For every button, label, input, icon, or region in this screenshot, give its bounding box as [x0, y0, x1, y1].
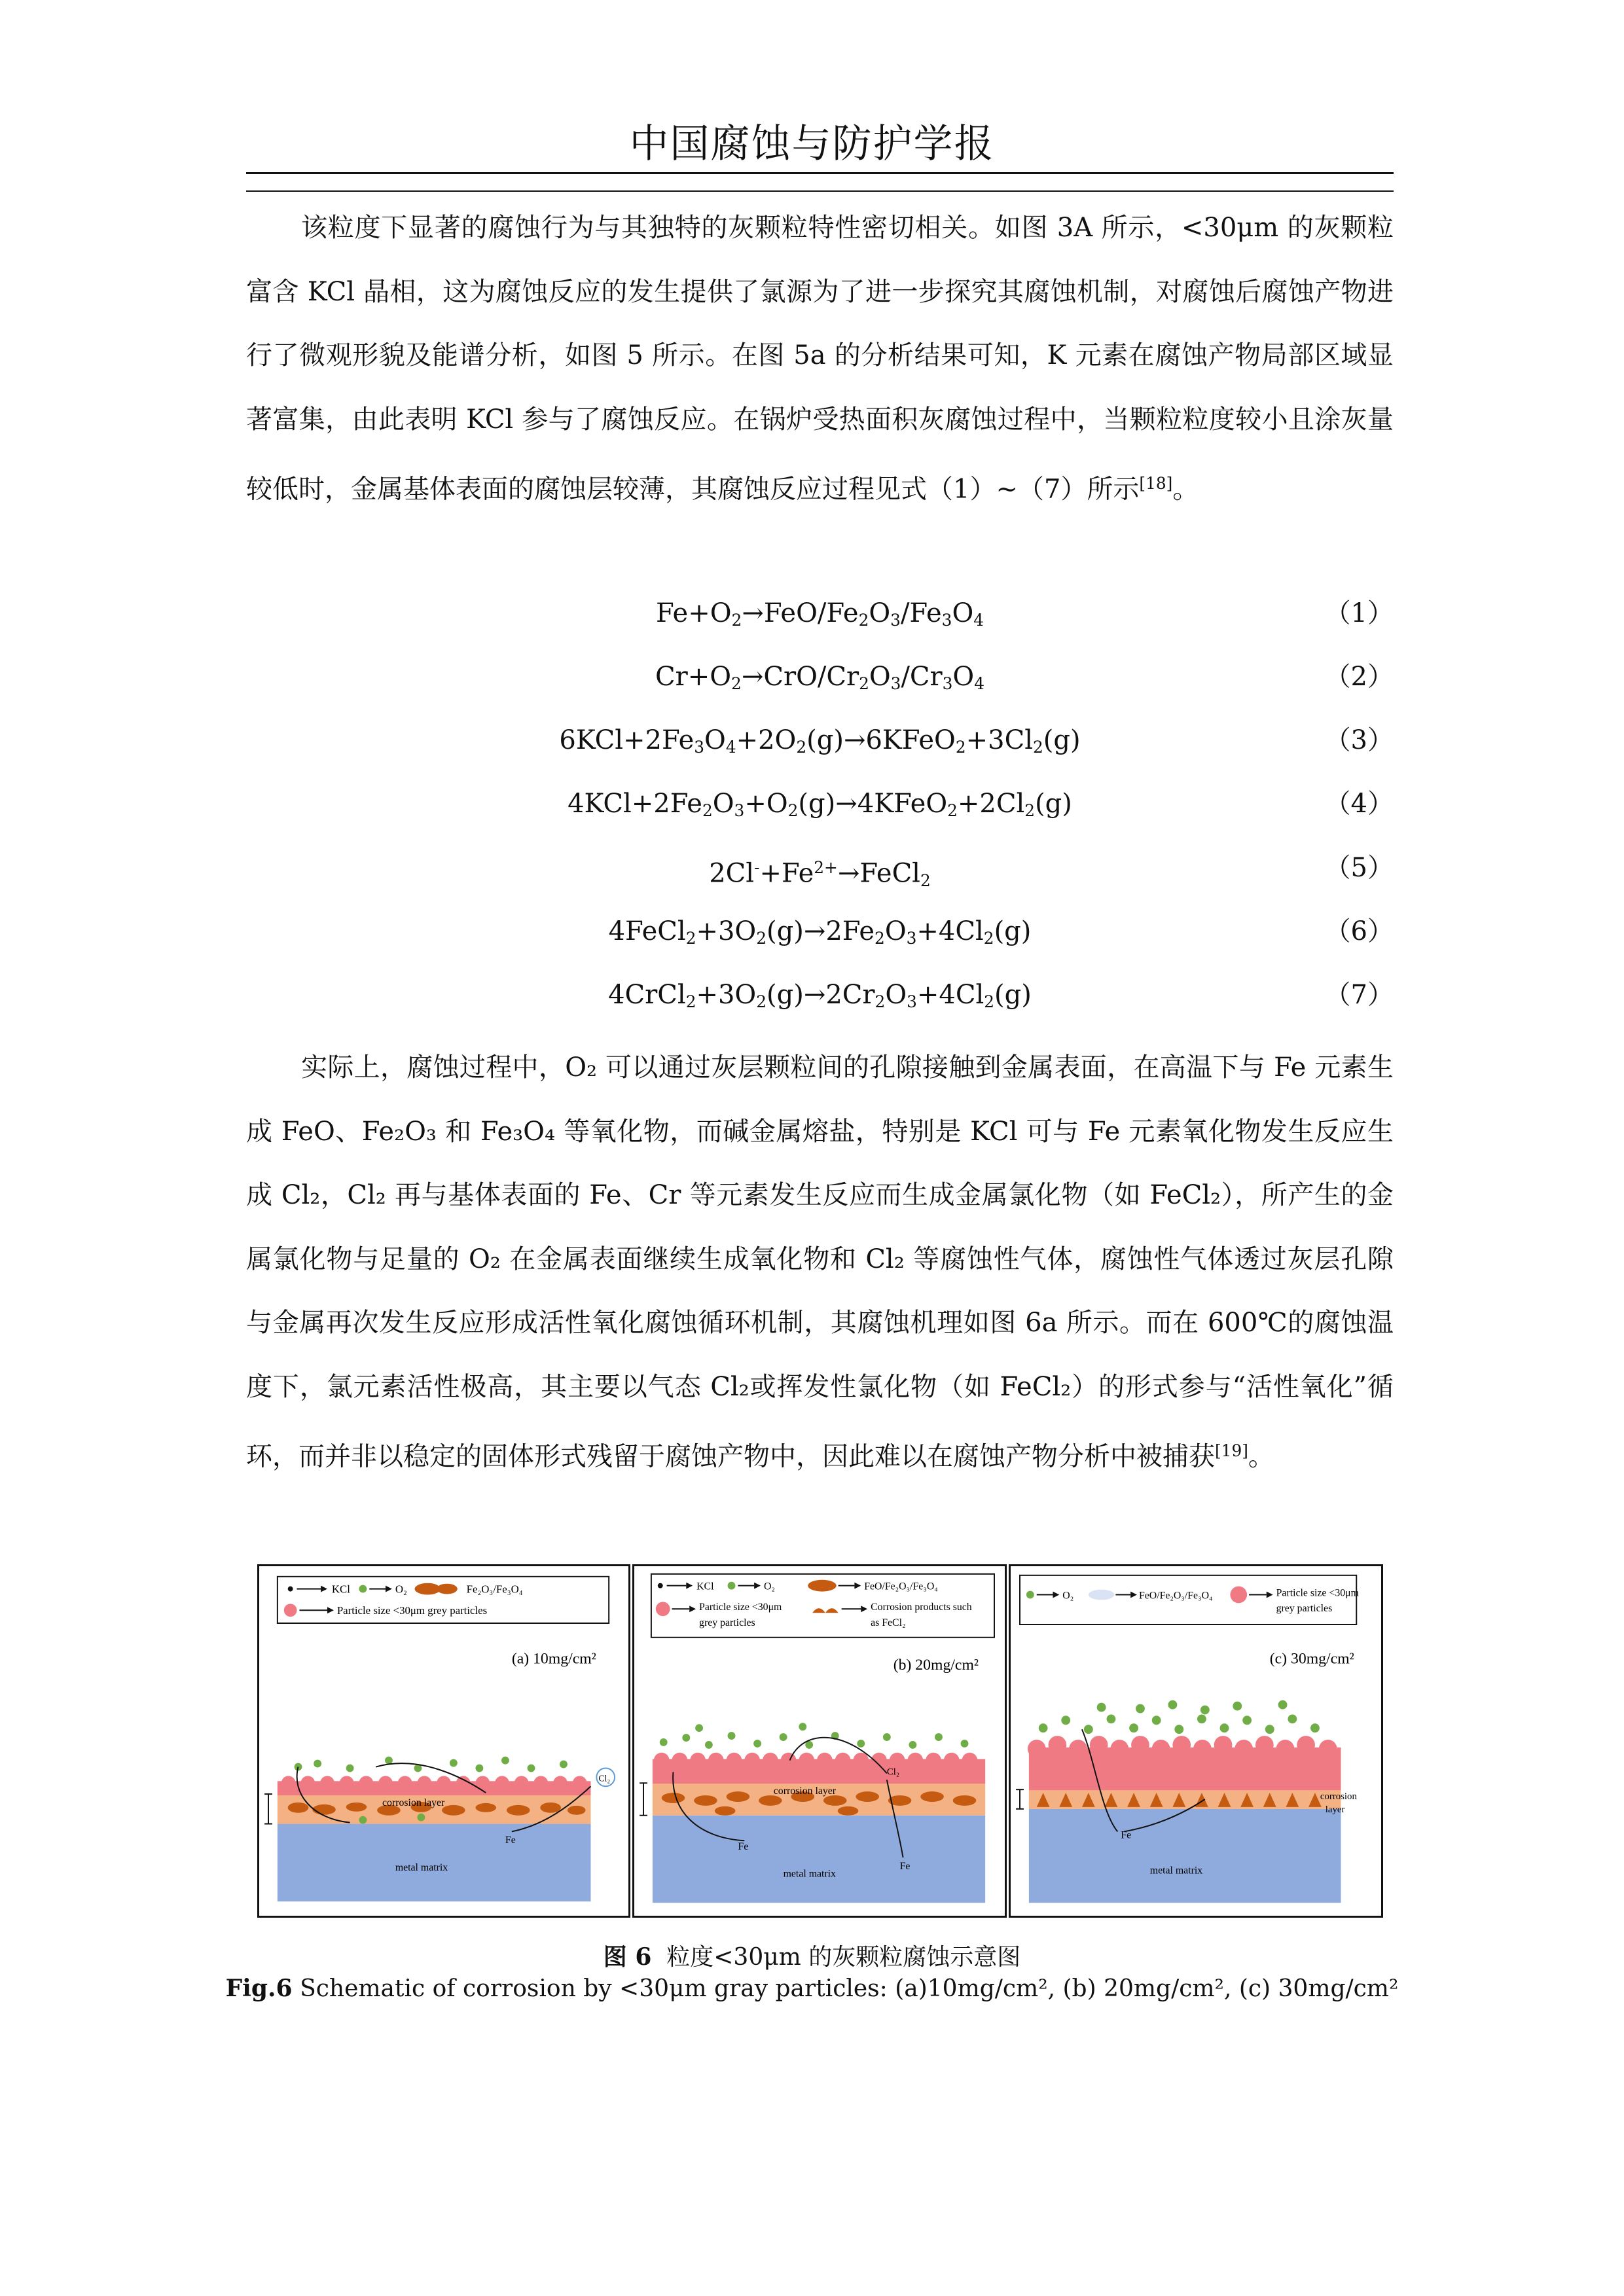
corrosion-layer-label: corrosion layer: [382, 1797, 445, 1808]
legend-particle-2: grey particles: [1276, 1603, 1333, 1615]
o2-molecules: [660, 1723, 969, 1749]
citation-18: [18]: [1139, 474, 1173, 493]
legend-particle-2: grey particles: [699, 1617, 755, 1628]
legend-o2: O₂: [395, 1583, 407, 1596]
fe-label: Fe: [1121, 1829, 1132, 1841]
equation-3: $6KCl+2Fe_3O_4+2O_2(g)\to 6KFeO_2+3Cl_2(g)$ （3）: [246, 721, 1394, 760]
header-rule: [246, 172, 1394, 174]
fe-label: Fe: [738, 1841, 749, 1853]
figure-caption-en: [0, 1975, 1624, 2002]
citation-19: [19]: [1215, 1441, 1248, 1460]
legend-oxide: FeO/Fe₂O₃/Fe₃O₄: [1138, 1590, 1213, 1602]
panel-c-diagram: [1011, 1566, 1381, 1916]
figure-6: [257, 1564, 1383, 1918]
o2-molecules: [1039, 1700, 1320, 1734]
journal-title: 中国腐蚀与防护学报: [629, 121, 995, 167]
equation-1: $Fe+O_2\to FeO/Fe_2O_3/Fe_3O_4$ （1）: [246, 594, 1394, 633]
kcl-icon: [658, 1583, 663, 1588]
paragraph-1: [246, 196, 1394, 522]
panel-c-label: (c) 30mg/cm²: [1269, 1650, 1354, 1668]
equation-6: $4FeCl_2+3O_2(g)\to 2Fe_2O_3+4Cl_2(g)$ （6）: [246, 912, 1394, 951]
legend-particle: Particle size <30μm: [1276, 1587, 1359, 1599]
legend-particle: Particle size <30μm: [699, 1602, 782, 1613]
legend-o2: O₂: [763, 1581, 775, 1592]
equation-number: （1）: [1324, 598, 1394, 628]
o2-icon: [728, 1582, 736, 1590]
legend-products-2: as FeCl₂: [871, 1617, 906, 1628]
equation-number: （5）: [1324, 853, 1394, 883]
caption-text-en: Schematic of corrosion by <30μm gray particles: (a)10mg/cm², (b) 20mg/cm², (c) 30mg/cm²: [300, 1975, 1399, 2002]
legend-oxide: FeO/Fe₂O₃/Fe₃O₄: [864, 1581, 938, 1592]
fe-label: Fe: [505, 1835, 516, 1846]
corrosion-layer-label: corrosion layer: [773, 1785, 837, 1797]
figure-caption-cn: [0, 1939, 1624, 1972]
caption-label-en: Fig.6: [225, 1975, 293, 2002]
metal-matrix-label: metal matrix: [1149, 1865, 1203, 1876]
equation-2: $Cr+O_2\to CrO/Cr_2O_3/Cr_3O_4$ （2）: [246, 657, 1394, 696]
legend-products: Corrosion products such: [871, 1602, 972, 1613]
paragraph-2-text: 实际上，腐蚀过程中，O₂ 可以通过灰层颗粒间的孔隙接触到金属表面，在高温下与 Fe 元素生成 FeO、Fe₂O₃ 和 Fe₃O₄ 等氧化物，而碱金属熔盐，特别是 KCl 可与 Fe 元素氧化物发生反应生成 Cl₂，Cl₂ 再与基体表面的 Fe、Cr 等元素发生反应而生成金属氯化物（如 FeCl₂），所产生的金属氯化物与足量的 O₂ 在金属表面继续生成氧化物和 Cl₂ 等腐蚀性气体，腐蚀性气体透过灰层孔隙与金属再次发生反应形成活性氧化腐蚀循环机制，其腐蚀机理如图 6a 所示。而在 600℃的腐蚀温度下，氯元素活性极高，其主要以气态 Cl₂或挥发性氯化物（如 FeCl₂）的形式参与“活性氧化”循环，而并非以稳定的固体形式残留于腐蚀产物中，因此难以在腐蚀产物分析中被捕获: [246, 1052, 1394, 1472]
figure-panel-a: [257, 1564, 630, 1918]
panel-b-diagram: [634, 1566, 1005, 1916]
particle-icon: [656, 1602, 670, 1616]
cl2-label: Cl₂: [886, 1767, 900, 1778]
figure-panel-b: [632, 1564, 1007, 1918]
legend-oxide: Fe₂O₃/Fe₃O₄: [466, 1583, 523, 1596]
equation-number: （4）: [1324, 789, 1394, 819]
corrosion-layer-label-2: layer: [1325, 1804, 1345, 1815]
paragraph-1-text: 该粒度下显著的腐蚀行为与其独特的灰颗粒特性密切相关。如图 3A 所示，<30μm 的灰颗粒富含 KCl 晶相，这为腐蚀反应的发生提供了氯源为了进一步探究其腐蚀机制，对腐蚀后腐蚀产物进行了微观形貌及能谱分析，如图 5 所示。在图 5a 的分析结果可知，K 元素在腐蚀产物局部区域显著富集，由此表明 KCl 参与了腐蚀反应。在锅炉受热面积灰腐蚀过程中，当颗粒粒度较小且涂灰量较低时，金属基体表面的腐蚀层较薄，其腐蚀反应过程见式（1）~（7）所示: [246, 213, 1394, 505]
oxide-icon: [808, 1580, 837, 1592]
o2-icon: [1026, 1591, 1034, 1599]
equation-number: （3）: [1324, 725, 1394, 755]
equation-4: $4KCl+2Fe_2O_3+O_2(g)\to 4KFeO_2+2Cl_2(g)$ （4）: [246, 784, 1394, 823]
caption-text-cn: 粒度<30μm 的灰颗粒腐蚀示意图: [666, 1944, 1021, 1971]
metal-matrix-label: metal matrix: [783, 1868, 836, 1880]
legend-kcl: KCl: [331, 1583, 350, 1596]
legend-o2: O₂: [1062, 1590, 1074, 1602]
equation-number: （2）: [1324, 662, 1394, 692]
equation-number: （6）: [1324, 916, 1394, 946]
equation-5: $2Cl^-+Fe^{2+}\to FeCl_2$ （5）: [246, 848, 1394, 888]
oxide-icon: [1089, 1590, 1115, 1600]
paragraph-2: [246, 1036, 1394, 1489]
kcl-icon: [288, 1587, 293, 1592]
fe-label: Fe: [899, 1860, 911, 1872]
paragraph-1-end: 。: [1172, 474, 1199, 505]
particle-icon: [1230, 1587, 1247, 1604]
figure-panel-c: [1009, 1564, 1383, 1918]
caption-label-cn: 图 6: [603, 1943, 652, 1971]
header-rule-thin: [246, 190, 1394, 192]
corrosion-layer-label: corrosion: [1320, 1791, 1357, 1802]
paragraph-2-end: 。: [1248, 1441, 1274, 1472]
legend-kcl: KCl: [696, 1581, 714, 1592]
equation-number: （7）: [1324, 980, 1394, 1010]
particle-icon: [284, 1604, 297, 1617]
equation-7: $4CrCl_2+3O_2(g)\to 2Cr_2O_3+4Cl_2(g)$ （7）: [246, 975, 1394, 1014]
panel-a-label: (a) 10mg/cm²: [511, 1650, 596, 1668]
metal-matrix: [1029, 1809, 1341, 1903]
metal-matrix-label: metal matrix: [395, 1861, 448, 1873]
panel-b-label: (b) 20mg/cm²: [893, 1657, 979, 1674]
oxide-icon: [415, 1583, 441, 1595]
o2-icon: [359, 1585, 367, 1593]
cl2-label: Cl₂: [598, 1773, 611, 1784]
panel-a-diagram: [259, 1566, 628, 1916]
legend-particle: Particle size <30μm grey particles: [336, 1604, 488, 1617]
